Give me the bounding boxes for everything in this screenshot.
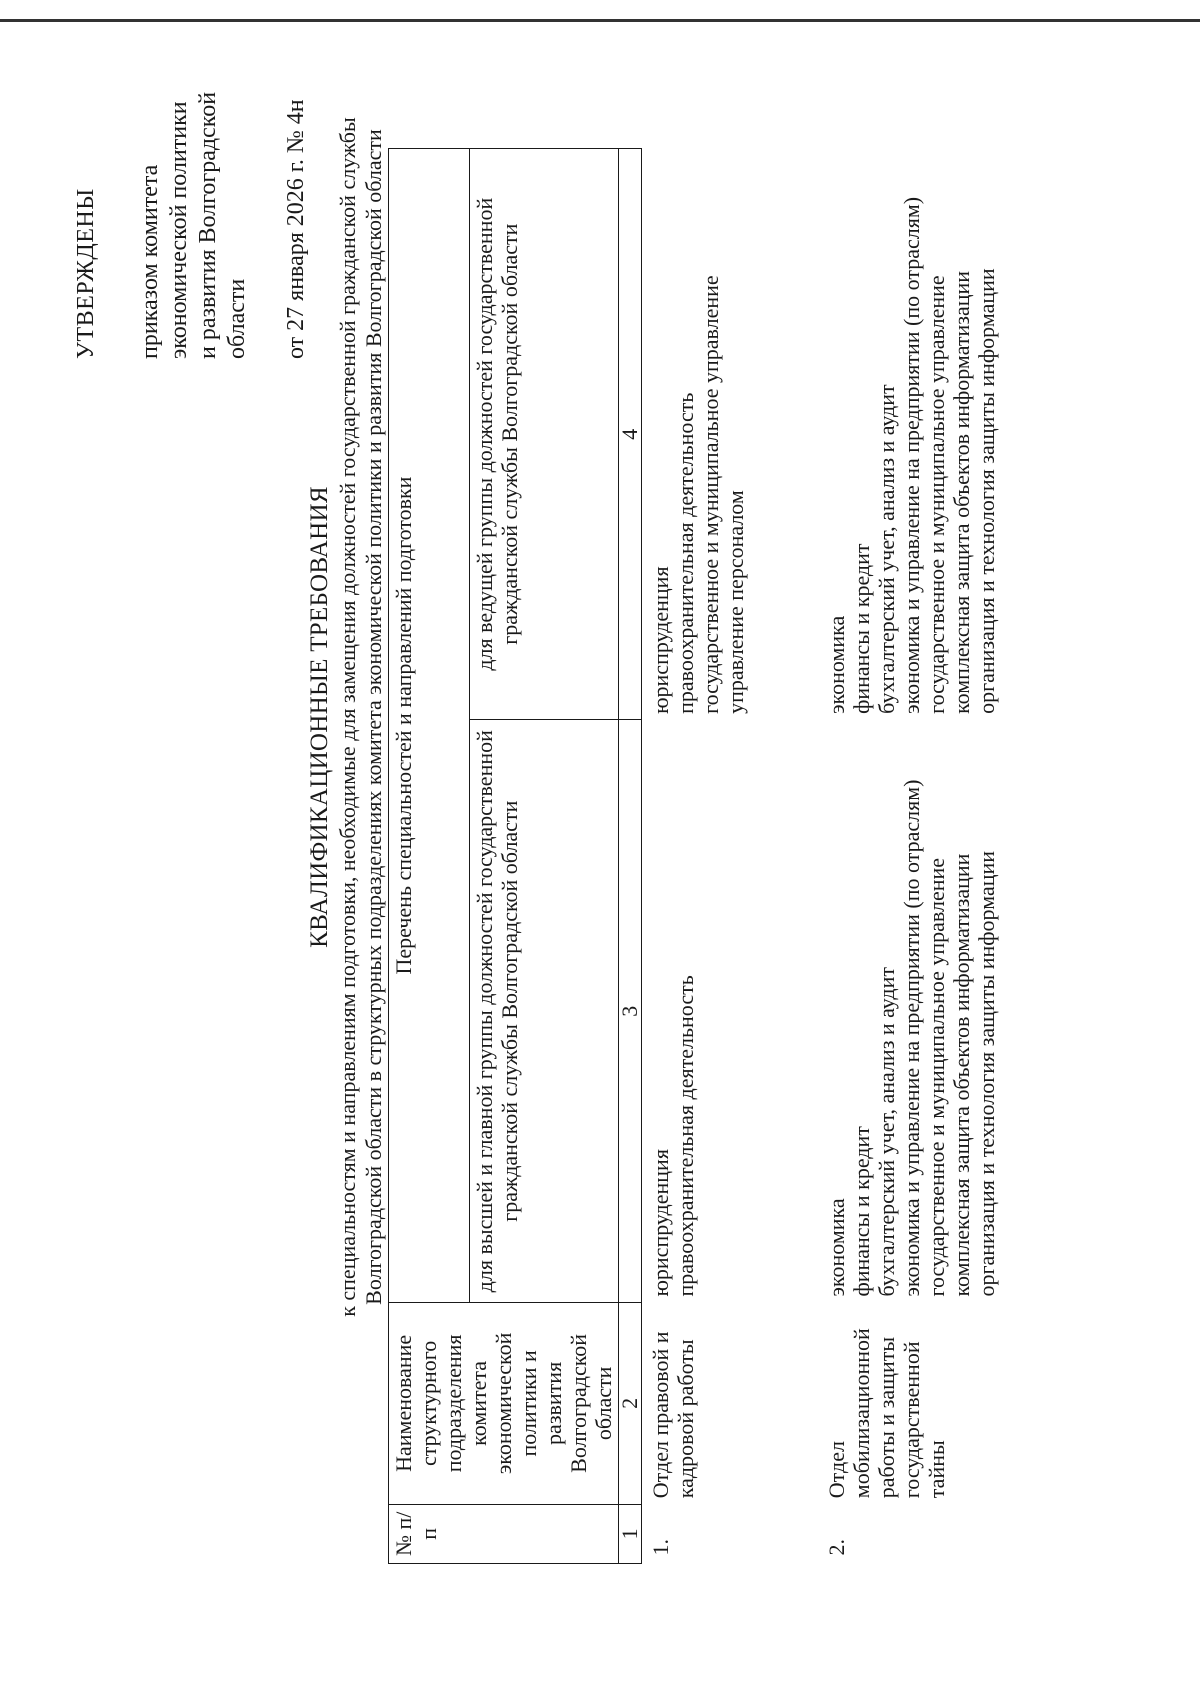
- specialty-item: управление персоналом: [723, 490, 748, 714]
- header-senior-group: для высшей и главной группы должностей государственной гражданской службы Волгоградской области: [470, 720, 619, 1303]
- column-number: 3: [619, 720, 642, 1303]
- row-number: 1.: [648, 1539, 673, 1556]
- document-subtitle: Волгоградской области в структурных подразделениях комитета экономической политики и развития Волгоградской области: [361, 129, 386, 1305]
- specialty-item: экономика: [824, 615, 849, 714]
- approval-line: экономической политики: [166, 101, 192, 359]
- specialty-item: организация и технология защиты информации: [974, 850, 999, 1297]
- approval-line: приказом комитета: [137, 164, 163, 359]
- column-number: 1: [619, 1504, 642, 1563]
- specialty-item: правоохранительная деятельность: [673, 975, 698, 1297]
- column-number: 4: [619, 149, 642, 720]
- specialty-item: бухгалтерский учет, анализ и аудит: [874, 384, 899, 714]
- table-row: [642, 149, 819, 1564]
- approval-title: УТВЕРЖДЕНЫ: [73, 188, 99, 359]
- specialty-item: юриспруденция: [648, 1149, 673, 1297]
- header-specialties-group: Перечень специальностей и направлений подготовки: [389, 149, 470, 1303]
- specialty-item: экономика и управление на предприятии (по отраслям): [899, 779, 924, 1297]
- approval-block: [72, 39, 311, 359]
- header-unit: Наименование структурного подразделения комитета экономической политики и развития Волгоградской области: [389, 1303, 619, 1505]
- column-number: 2: [619, 1303, 642, 1505]
- specialty-item: комплексная защита объектов информатизации: [949, 853, 974, 1297]
- row-senior-specialties: [818, 720, 1014, 1303]
- requirements-table: [388, 148, 1014, 1564]
- specialty-item: финансы и кредит: [849, 1126, 874, 1297]
- row-leading-specialties: [642, 149, 819, 720]
- specialty-item: финансы и кредит: [849, 543, 874, 714]
- approval-line: и развития Волгоградской области: [195, 91, 250, 359]
- row-senior-specialties: [642, 720, 819, 1303]
- specialty-item: юриспруденция: [648, 566, 673, 714]
- specialty-item: правоохранительная деятельность: [673, 392, 698, 714]
- scan-edge-line: [0, 19, 1200, 22]
- document-heading: [305, 117, 387, 1317]
- row-number: 2.: [824, 1539, 849, 1556]
- specialty-item: комплексная защита объектов информатизации: [949, 270, 974, 714]
- row-unit-name: Отдел мобилизационной работы и защиты государственной тайны: [824, 1328, 949, 1499]
- document-subtitle: к специальностям и направлениям подготовки, необходимые для замещения должностей государственной гражданской службы: [335, 117, 360, 1317]
- specialty-item: организация и технология защиты информации: [974, 268, 999, 714]
- header-number: № п/п: [389, 1504, 619, 1563]
- specialty-item: государственное и муниципальное управление: [924, 857, 949, 1297]
- specialty-item: государственное и муниципальное управление: [924, 275, 949, 714]
- document-title: КВАЛИФИКАЦИОННЫЕ ТРЕБОВАНИЯ: [306, 486, 333, 948]
- header-leading-group: для ведущей группы должностей государственной гражданской службы Волгоградской области: [470, 149, 619, 720]
- row-leading-specialties: [818, 149, 1014, 720]
- row-unit-name: Отдел правовой и кадровой работы: [648, 1331, 698, 1499]
- approval-date: от 27 января 2026 г. № 4н: [283, 99, 309, 359]
- specialty-item: экономика: [824, 1198, 849, 1297]
- specialty-item: государственное и муниципальное управление: [698, 275, 723, 714]
- specialty-item: экономика и управление на предприятии (по отраслям): [899, 196, 924, 714]
- table-row: [818, 149, 1014, 1564]
- specialty-item: бухгалтерский учет, анализ и аудит: [874, 966, 899, 1297]
